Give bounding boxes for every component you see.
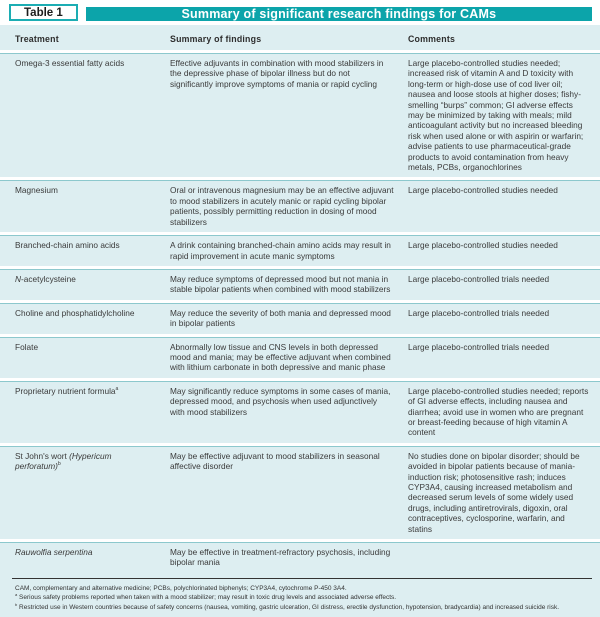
- cell-comments: Large placebo-controlled studies needed: [408, 185, 558, 196]
- column-header-treatment: Treatment: [15, 34, 59, 44]
- text-segment: Proprietary nutrient formula: [15, 385, 116, 396]
- cell-summary-of-findings: May reduce the severity of both mania and depressed mood in bipolar patients: [170, 307, 391, 329]
- cell-comments: Large placebo-controlled trials needed: [408, 273, 550, 284]
- cell-treatment: [15, 451, 170, 534]
- footnote-marker: a: [115, 385, 119, 392]
- cell-treatment: [15, 240, 170, 261]
- cell-treatment: [15, 58, 170, 172]
- text-segment: Rauwolfia serpentina: [15, 547, 93, 558]
- text-segment: Serious safety problems reported when taken with a mood stabilizer; may result in toxic drug levels and associated adverse effects.: [17, 594, 397, 602]
- text-segment: Omega-3 essential fatty acids: [15, 58, 125, 68]
- column-header-row: [0, 25, 600, 50]
- cell-treatment: [15, 386, 170, 438]
- cell-comments: Large placebo-controlled studies needed: [408, 240, 558, 251]
- cell-summary-of-findings: May be effective adjuvant to mood stabilizers in seasonal affective disorder: [170, 450, 380, 472]
- text-segment: Folate: [15, 341, 39, 352]
- text-segment: N: [15, 273, 21, 284]
- footnote-divider: [12, 578, 592, 579]
- text-segment: St John's wort: [15, 450, 70, 461]
- cell-comments: Large placebo-controlled trials needed: [408, 307, 550, 318]
- table-row: [0, 542, 600, 573]
- table-row: [0, 381, 600, 443]
- cell-summary-of-findings: May be effective in treatment-refractory psychosis, including bipolar mania: [170, 547, 391, 568]
- text-segment: CAM, complementary and alternative medicine; PCBs, polychlorinated biphenyls; CYP3A4, cytochrome P-450 3A4.: [15, 584, 347, 592]
- table-row: [0, 53, 600, 177]
- table-body: [0, 50, 600, 573]
- cell-treatment: [15, 547, 170, 568]
- cell-comments: Large placebo-controlled studies needed; reports of GI adverse effects, including nausea and diarrhea; avoid use in women who are pregnant or breast-feeding because of high vitamin A content: [408, 385, 589, 438]
- text-segment: Branched-chain amino acids: [15, 240, 120, 251]
- cell-comments: [408, 547, 592, 568]
- text-segment: Choline and phosphatidylcholine: [15, 307, 135, 318]
- table-row: [0, 235, 600, 266]
- column-header-comments: Comments: [408, 34, 456, 44]
- cell-summary-of-findings: A drink containing branched-chain amino acids may result in rapid improvement in acute manic symptoms: [170, 240, 391, 261]
- cell-summary-of-findings: May significantly reduce symptoms in some cases of mania, depressed mood, and psychosis when used adjunctively with mood stabilizers: [170, 385, 391, 417]
- footnote: [15, 603, 592, 613]
- text-segment: Restricted use in Western countries because of safety concerns (nausea, vomiting, gastric ulceration, GI distress, erectile dysfunction, hypotension, bradycardia) and increased suicide risk.: [17, 604, 560, 612]
- footnote-marker: b: [15, 601, 18, 607]
- text-segment: Magnesium: [15, 185, 58, 196]
- footnote-marker: b: [57, 461, 61, 468]
- table-row: [0, 337, 600, 378]
- table-row: [0, 180, 600, 232]
- cell-comments: Large placebo-controlled studies needed; increased risk of vitamin A and D toxicity with long-term or high-dose use of cod liver oil; nausea and loose stools at higher doses; fishy-smelling “burps” common; GI adverse effects may be minimized by taking with meals; mild anticoagulant activity but no increased bleeding risk when used alone or with aspirin or warfarin; advise patients to use pharmaceutical-grade products to avoid contamination from heavy metals, PCBs, organochlorines: [408, 58, 584, 173]
- cell-treatment: [15, 308, 170, 329]
- table-title: Summary of significant research findings for CAMs: [181, 7, 497, 21]
- table-footer: [0, 573, 600, 617]
- cell-comments: No studies done on bipolar disorder; should be avoided in bipolar patients because of mania-induction risk; photosensitive rash; induces CYP3A4, causing increased metabolism and decreased serum levels of some widely used drugs, including antiretrovirals, digoxin, oral contraceptives, cyclosporine, warfarin, and statins: [408, 450, 580, 534]
- table-title-bar: [0, 0, 600, 21]
- footnote-list: [0, 583, 600, 617]
- cell-summary-of-findings: Oral or intravenous magnesium may be an effective adjuvant to mood stabilizers in acutely manic or rapid cycling bipolar patients, possibly permitting reduction in dosing of mood stabilizers: [170, 185, 394, 227]
- table-title-banner: [86, 7, 592, 21]
- table-number-label: Table 1: [9, 4, 78, 21]
- text-segment: (Hypericum perforatum): [15, 450, 112, 472]
- table-row: [0, 303, 600, 334]
- footnote: [15, 593, 592, 603]
- cell-treatment: [15, 274, 170, 295]
- footnote: [15, 584, 592, 594]
- cell-treatment: [15, 185, 170, 227]
- cell-summary-of-findings: Abnormally low tissue and CNS levels in both depressed mood and mania; may be effective adjuvant when combined with lithium carbonate in both depressive and manic phase: [170, 341, 391, 373]
- column-header-summary: Summary of findings: [170, 34, 262, 44]
- cell-summary-of-findings: Effective adjuvants in combination with mood stabilizers in the depressive phase of bipolar illness but do not significantly improve symptoms of mania or rapid cycling: [170, 58, 384, 89]
- cell-treatment: [15, 342, 170, 373]
- text-segment: -acetylcysteine: [21, 273, 76, 284]
- table-row: [0, 269, 600, 300]
- cell-comments: Large placebo-controlled trials needed: [408, 341, 550, 352]
- table-row: [0, 446, 600, 539]
- cell-summary-of-findings: May reduce symptoms of depressed mood but not mania in stable bipolar patients when combined with mood stabilizers: [170, 273, 391, 295]
- footnote-marker: a: [15, 592, 18, 598]
